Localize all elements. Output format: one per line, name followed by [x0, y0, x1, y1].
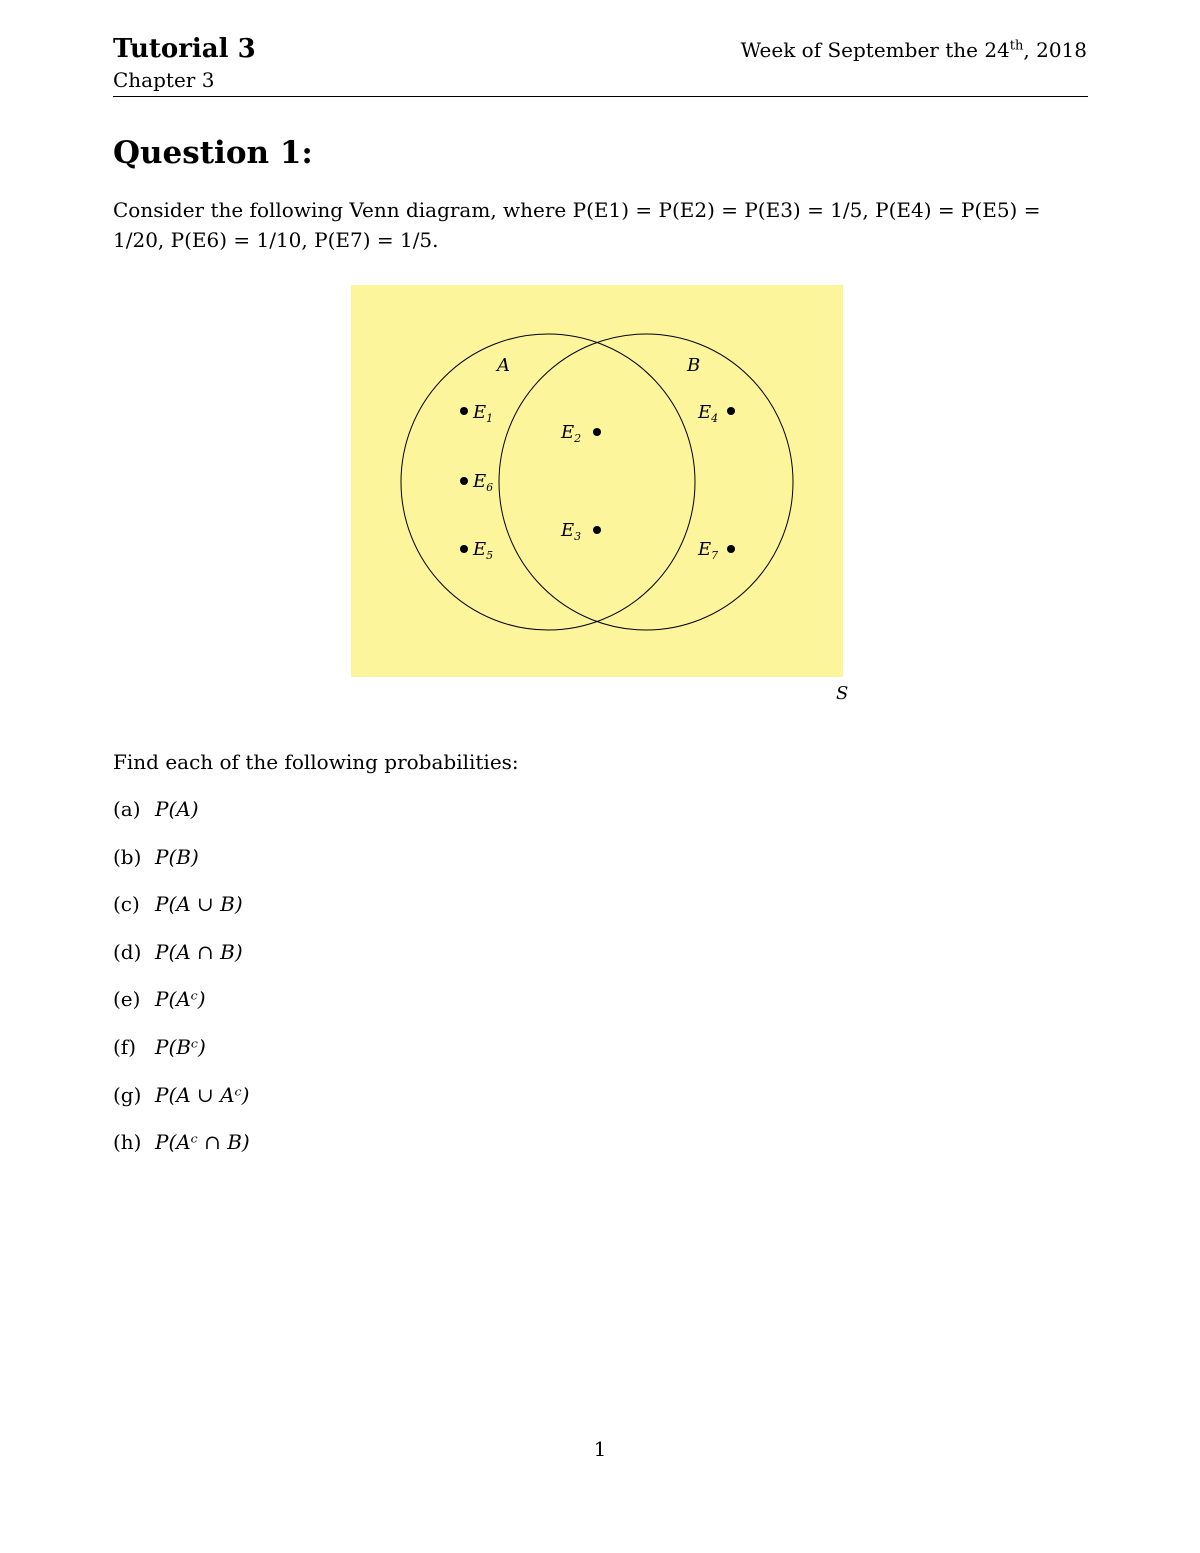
set-b-label: B [687, 355, 701, 376]
find-instruction: Find each of the following probabilities: [113, 750, 519, 774]
point-e4-dot [727, 407, 735, 415]
list-item [113, 797, 250, 845]
week-date [741, 38, 1087, 62]
e7-sub: 7 [711, 549, 719, 562]
item-label: (d) [113, 939, 142, 964]
item-label: (c) [113, 892, 140, 917]
item-expression: P(A) [155, 797, 199, 821]
e4-letter: E [698, 402, 712, 423]
item-label: (h) [113, 1130, 142, 1155]
date-superscript: th [1009, 38, 1024, 54]
date-prefix: Week of September the 24 [740, 38, 1010, 62]
header-divider [113, 96, 1088, 97]
question-intro [113, 195, 1088, 255]
e7-letter: E [698, 539, 712, 560]
item-label: (b) [113, 844, 142, 869]
e2-letter: E [561, 422, 575, 443]
e5-sub: 5 [486, 549, 494, 562]
item-label: (f) [113, 1034, 137, 1059]
point-e1-dot [460, 407, 468, 415]
probability-list [113, 797, 250, 1178]
e3-letter: E [561, 520, 575, 541]
sample-space-label: S [836, 683, 849, 704]
question-title: Question 1: [113, 135, 313, 171]
item-expression: P(A ∪ Aᶜ) [155, 1082, 250, 1107]
list-item [113, 1130, 250, 1178]
item-expression: P(Bᶜ) [155, 1034, 206, 1059]
intro-line-1: Consider the following Venn diagram, where P(E1) = P(E2) = P(E3) = 1/5, P(E4) = P(E5) = [113, 198, 1041, 222]
list-item [113, 1083, 250, 1131]
e5-letter: E [473, 539, 487, 560]
item-expression: P(A ∩ B) [155, 939, 243, 964]
list-item [113, 845, 250, 893]
point-e3-dot [593, 526, 601, 534]
item-expression: P(B) [155, 844, 199, 869]
list-item [113, 940, 250, 988]
date-suffix: , 2018 [1023, 38, 1087, 62]
item-expression: P(A ∪ B) [155, 892, 243, 917]
item-label: (g) [113, 1082, 142, 1107]
list-item [113, 892, 250, 940]
list-item [113, 1035, 250, 1083]
e6-letter: E [473, 471, 487, 492]
e3-sub: 3 [574, 530, 582, 543]
point-e7-dot [727, 545, 735, 553]
sample-space-rect [351, 285, 843, 677]
page-number: 1 [593, 1437, 607, 1461]
intro-line-2: 1/20, P(E6) = 1/10, P(E7) = 1/5. [113, 228, 439, 252]
tutorial-title: Tutorial 3 [113, 34, 256, 64]
item-label: (e) [113, 987, 141, 1012]
e4-sub: 4 [711, 412, 719, 425]
e1-letter: E [473, 402, 487, 423]
e6-sub: 6 [486, 481, 494, 494]
venn-diagram [351, 285, 851, 705]
chapter-subtitle: Chapter 3 [113, 68, 215, 92]
point-e6-dot [460, 477, 468, 485]
item-expression: P(Aᶜ) [155, 987, 206, 1012]
e1-sub: 1 [486, 412, 494, 425]
item-label: (a) [113, 797, 141, 821]
item-expression: P(Aᶜ ∩ B) [155, 1130, 250, 1155]
set-a-label: A [497, 355, 510, 376]
e2-sub: 2 [574, 432, 582, 445]
list-item [113, 987, 250, 1035]
point-e2-dot [593, 428, 601, 436]
point-e5-dot [460, 545, 468, 553]
